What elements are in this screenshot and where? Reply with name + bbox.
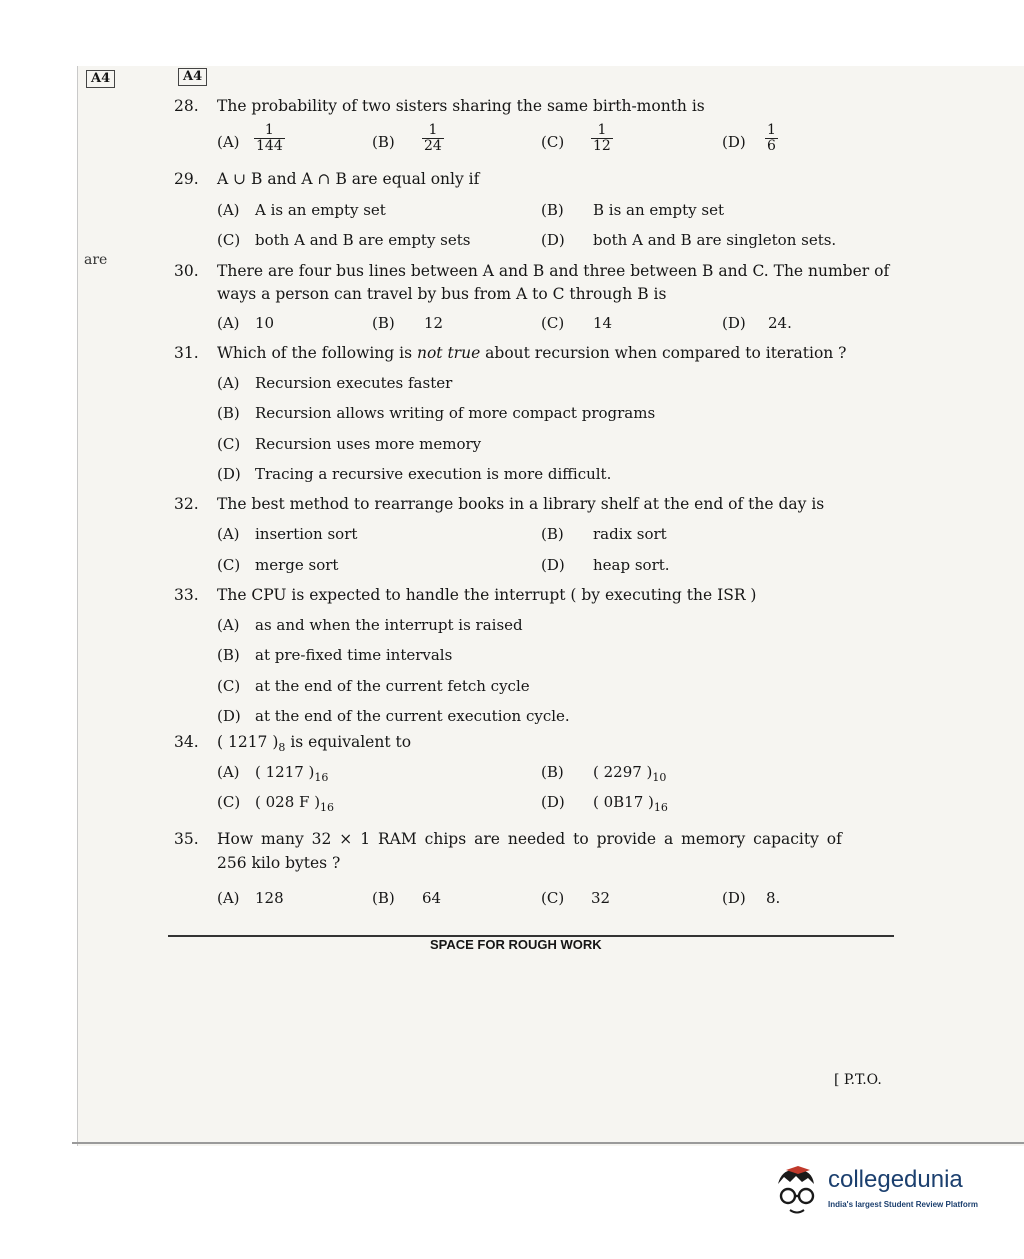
question-number: 34. xyxy=(174,733,199,751)
option-b: (B) 12 xyxy=(372,314,444,332)
option-a: (A) 128 xyxy=(217,889,284,907)
option-a: (A) as and when the interrupt is raised xyxy=(217,616,523,634)
question-stem-line1: There are four bus lines between A and B and three between B and C. The number of xyxy=(217,262,890,280)
option-a: (A) Recursion executes faster xyxy=(217,374,453,392)
question-stem-line1: How many 32 × 1 RAM chips are needed to provide a memory capacity of xyxy=(217,830,842,848)
question-stem: Which of the following is not true about recursion when compared to iteration ? xyxy=(217,344,847,362)
option-label: (D) xyxy=(722,133,746,151)
question-stem-line2: ways a person can travel by bus from A to C through B is xyxy=(217,285,667,303)
question-stem: The CPU is expected to handle the interrupt ( by executing the ISR ) xyxy=(217,586,757,604)
question-stem: A ∪ B and A ∩ B are equal only if xyxy=(217,170,480,188)
sheet-code-left: A4 xyxy=(86,70,115,88)
question-number: 32. xyxy=(174,495,199,513)
option-a: (A) A is an empty set xyxy=(217,201,386,219)
fraction-c: $\frac{1}{12}$ xyxy=(593,122,611,154)
rough-work-heading: SPACE FOR ROUGH WORK xyxy=(430,937,602,952)
question-number: 30. xyxy=(174,262,199,280)
mascot-icon xyxy=(768,1162,826,1220)
option-label: (C) xyxy=(541,133,565,151)
option-label: (A) xyxy=(217,133,240,151)
option-d: (D) heap sort. xyxy=(541,556,670,574)
fraction-b: $\frac{1}{24}$ xyxy=(424,122,442,154)
option-c: (C) ( 028 F )$_{16}$ xyxy=(217,793,335,814)
question-stem: The probability of two sisters sharing the same birth-month is xyxy=(217,97,705,115)
option-c: (C) 32 xyxy=(541,889,611,907)
option-c: (C) 14 xyxy=(541,314,613,332)
question-stem: The best method to rearrange books in a library shelf at the end of the day is xyxy=(217,495,825,513)
fraction-d: $\frac{1}{6}$ xyxy=(767,122,776,154)
option-b: (B) 64 xyxy=(372,889,442,907)
margin-word: are xyxy=(84,252,108,268)
option-c: (C) Recursion uses more memory xyxy=(217,435,482,453)
option-d: (D) 8. xyxy=(722,889,781,907)
pto-text: [ P.T.O. xyxy=(834,1072,882,1088)
brand-tagline: India's largest Student Review Platform xyxy=(828,1200,978,1209)
sheet-code-inner: A4 xyxy=(178,68,207,86)
question-number: 29. xyxy=(174,170,199,188)
question-number: 28. xyxy=(174,97,199,115)
option-c: (C) both A and B are empty sets xyxy=(217,231,471,249)
option-d: (D) 24. xyxy=(722,314,792,332)
option-b: (B) Recursion allows writing of more compact programs xyxy=(217,404,656,422)
scan-edge-line xyxy=(72,1142,1024,1144)
option-b: (B) ( 2297 )$_{10}$ xyxy=(541,763,667,784)
question-number: 35. xyxy=(174,830,199,848)
option-a: (A) 10 xyxy=(217,314,275,332)
scanned-page xyxy=(78,66,1024,1146)
option-b: (B) radix sort xyxy=(541,525,667,543)
brand-name: collegedunia xyxy=(828,1166,963,1193)
option-c: (C) merge sort xyxy=(217,556,339,574)
collegedunia-logo xyxy=(768,1162,998,1222)
question-number: 31. xyxy=(174,344,199,362)
option-b: (B) at pre-fixed time intervals xyxy=(217,646,453,664)
option-d: (D) at the end of the current execution cycle. xyxy=(217,707,570,725)
question-stem: ( 1217 )$_8$ is equivalent to xyxy=(217,733,412,755)
question-number: 33. xyxy=(174,586,199,604)
option-a: (A) ( 1217 )$_{16}$ xyxy=(217,763,329,784)
option-d: (D) ( 0B17 )$_{16}$ xyxy=(541,793,668,814)
option-d: (D) both A and B are singleton sets. xyxy=(541,231,837,249)
option-b: (B) B is an empty set xyxy=(541,201,725,219)
option-c: (C) at the end of the current fetch cycle xyxy=(217,677,530,695)
option-a: (A) insertion sort xyxy=(217,525,358,543)
fraction-a: $\frac{1}{144}$ xyxy=(256,122,283,154)
option-label: (B) xyxy=(372,133,395,151)
question-stem-line2: 256 kilo bytes ? xyxy=(217,854,341,872)
option-d: (D) Tracing a recursive execution is more difficult. xyxy=(217,465,612,483)
